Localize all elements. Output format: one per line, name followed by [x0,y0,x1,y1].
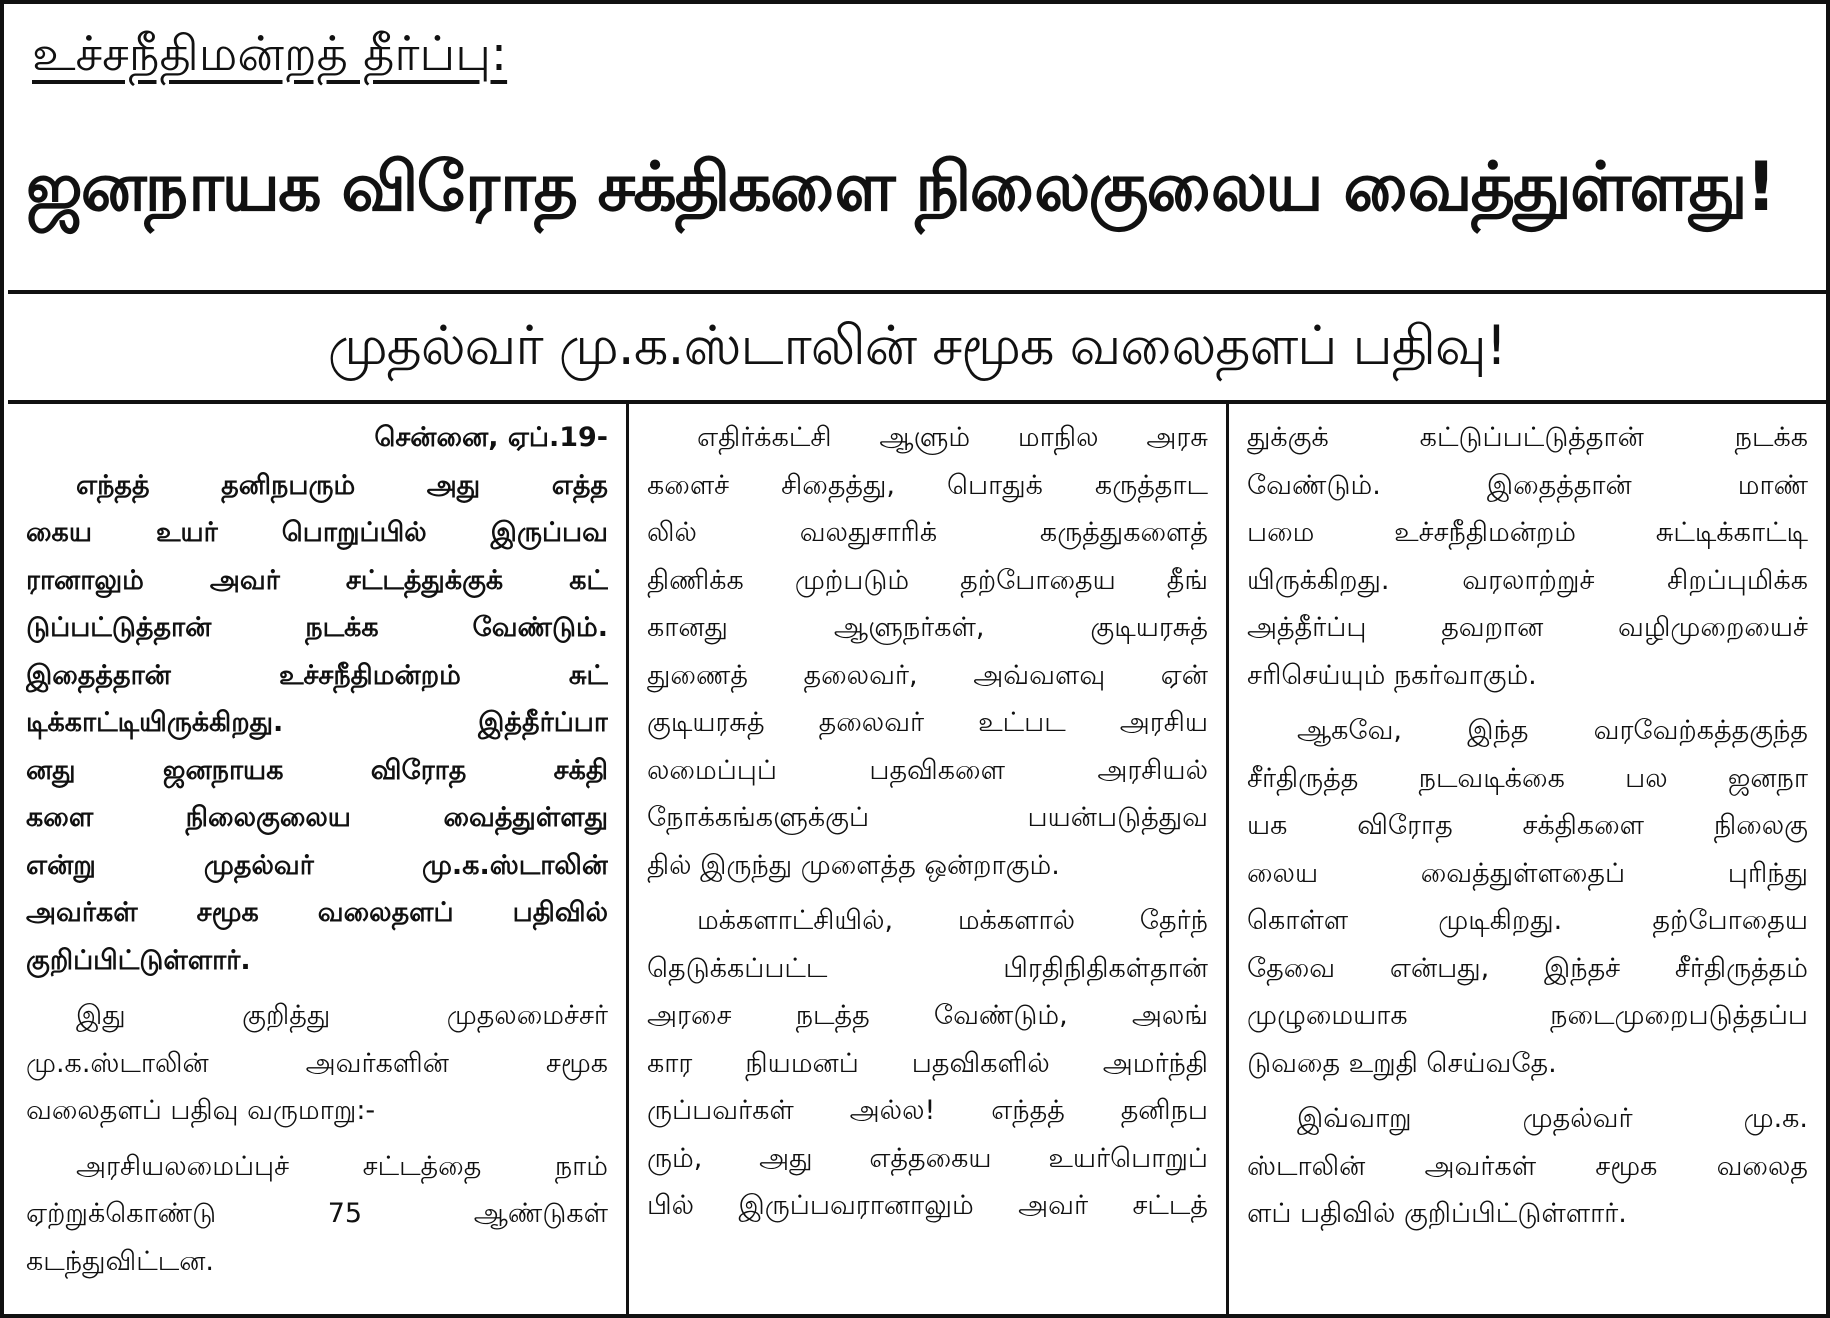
paragraph-line: ரும், அது எத்தகைய உயர்பொறுப் [647,1142,1208,1174]
paragraph-line: ஸ்டாலின் அவர்கள் சமூக வலைத [1247,1150,1808,1182]
lead-line: டுப்பட்டுத்தான் நடக்க வேண்டும். [26,612,608,643]
paragraph-line: அரசியலமைப்புச் சட்டத்தை நாம் [76,1150,608,1182]
paragraph-line: அத்தீர்ப்பு தவறான வழிமுறையைச் [1247,612,1808,643]
paragraph-line: தெடுக்கப்பட்ட பிரதிநிதிகள்தான் [647,952,1208,984]
paragraph-line: துணைத் தலைவர், அவ்வளவு ஏன் [647,659,1208,691]
paragraph-line: சரிசெய்யும் நகர்வாகும். [1247,659,1537,691]
paragraph-line: எதிர்க்கட்சி ஆளும் மாநில அரசு [697,422,1208,453]
lead-line: எந்தத் தனிநபரும் அது எத்த [76,469,608,501]
article-columns [8,404,1826,1314]
column-2 [626,404,1226,1314]
paragraph-line: டுவதை உறுதி செய்வதே. [1247,1047,1557,1079]
column-3 [1226,404,1826,1314]
paragraph-line: மக்களாட்சியில், மக்களால் தேர்ந் [697,905,1208,936]
paragraph-line: ஏற்றுக்கொண்டு 75 ஆண்டுகள் [26,1198,608,1229]
paragraph-line: களைச் சிதைத்து, பொதுக் கருத்தாட [647,469,1208,501]
paragraph-line: அரசை நடத்த வேண்டும், அலங் [647,1000,1208,1031]
lead-line: இதைத்தான் உச்சநீதிமன்றம் சுட் [26,659,608,691]
paragraph-line: சீர்திருத்த நடவடிக்கை பல ஜனநா [1247,762,1808,794]
paragraph-line: கார நியமனப் பதவிகளில் அமர்ந்தி [647,1047,1208,1079]
column-1 [8,404,626,1314]
paragraph-line: கடந்துவிட்டன. [26,1245,214,1277]
paragraph-line: லமைப்புப் பதவிகளை அரசியல் [647,754,1208,786]
paragraph-line: யிருக்கிறது. வரலாற்றுச் சிறப்புமிக்க [1247,564,1808,596]
lead-line: களை நிலைகுலைய வைத்துள்ளது [26,802,608,833]
paragraph-line: பில் இருப்பவரானாலும் அவர் சட்டத் [647,1190,1208,1221]
paragraph-line: இவ்வாறு முதல்வர் மு.க. [1297,1103,1808,1134]
dateline: சென்னை, ஏப்.19- [374,422,608,453]
subhead-box [8,294,1826,404]
lead-line: னது ஜனநாயக விரோத சக்தி [26,754,608,786]
lead-line: ரானாலும் அவர் சட்டத்துக்குக் கட் [26,564,608,596]
paragraph-line: திணிக்க முற்படும் தற்போதைய தீங் [647,564,1208,596]
paragraph-line: லில் வலதுசாரிக் கருத்துகளைத் [647,517,1208,548]
lead-line: அவர்கள் சமூக வலைதளப் பதிவில் [26,897,608,928]
lead-line: என்று முதல்வர் மு.க.ஸ்டாலின் [26,849,608,881]
paragraph-line: துக்குக் கட்டுப்பட்டுத்தான் நடக்க [1247,422,1808,453]
kicker: உச்சநீதிமன்றத் தீர்ப்பு: [32,26,508,82]
lead-line: குறிப்பிட்டுள்ளார். [26,944,251,976]
paragraph-line: ருப்பவர்கள் அல்ல! எந்தத் தனிநப [647,1095,1208,1126]
paragraph-line: முழுமையாக நடைமுறைபடுத்தப்ப [1247,1000,1808,1031]
paragraph-line: லைய வைத்துள்ளதைப் புரிந்து [1247,857,1808,889]
headline: ஜனநாயக விரோத சக்திகளை நிலைகுலைய வைத்துள்ளது! [26,148,1775,227]
paragraph-line: யக விரோத சக்திகளை நிலைகு [1247,810,1808,841]
paragraph-line: வலைதளப் பதிவு வருமாறு:- [26,1095,376,1126]
paragraph-line: தேவை என்பது, இந்தச் சீர்திருத்தம் [1247,952,1808,984]
lead-line: டிக்காட்டியிருக்கிறது. இத்தீர்ப்பா [26,707,608,738]
paragraph-line: குடியரசுத் தலைவர் உட்பட அரசிய [647,707,1208,738]
paragraph-line: தில் இருந்து முளைத்த ஒன்றாகும். [647,849,1060,881]
paragraph-line: மு.க.ஸ்டாலின் அவர்களின் சமூக [26,1047,608,1079]
paragraph-line: ளப் பதிவில் குறிப்பிட்டுள்ளார். [1247,1198,1627,1229]
paragraph-line: பமை உச்சநீதிமன்றம் சுட்டிக்காட்டி [1247,517,1808,548]
paragraph-line: ஆகவே, இந்த வரவேற்கத்தகுந்த [1297,715,1808,746]
paragraph-line: வேண்டும். இதைத்தான் மாண் [1247,469,1808,501]
paragraph-line: கானது ஆளுநர்கள், குடியரசுத் [647,612,1208,643]
paragraph-line: இது குறித்து முதலமைச்சர் [76,1000,608,1031]
lead-line: கைய உயர் பொறுப்பில் இருப்பவ [26,517,608,548]
paragraph-line: நோக்கங்களுக்குப் பயன்படுத்துவ [647,802,1208,833]
headline-box [8,8,1826,294]
paragraph-line: கொள்ள முடிகிறது. தற்போதைய [1247,905,1808,936]
subhead: முதல்வர் மு.க.ஸ்டாலின் சமூக வலைதளப் பதிவு! [327,314,1507,377]
